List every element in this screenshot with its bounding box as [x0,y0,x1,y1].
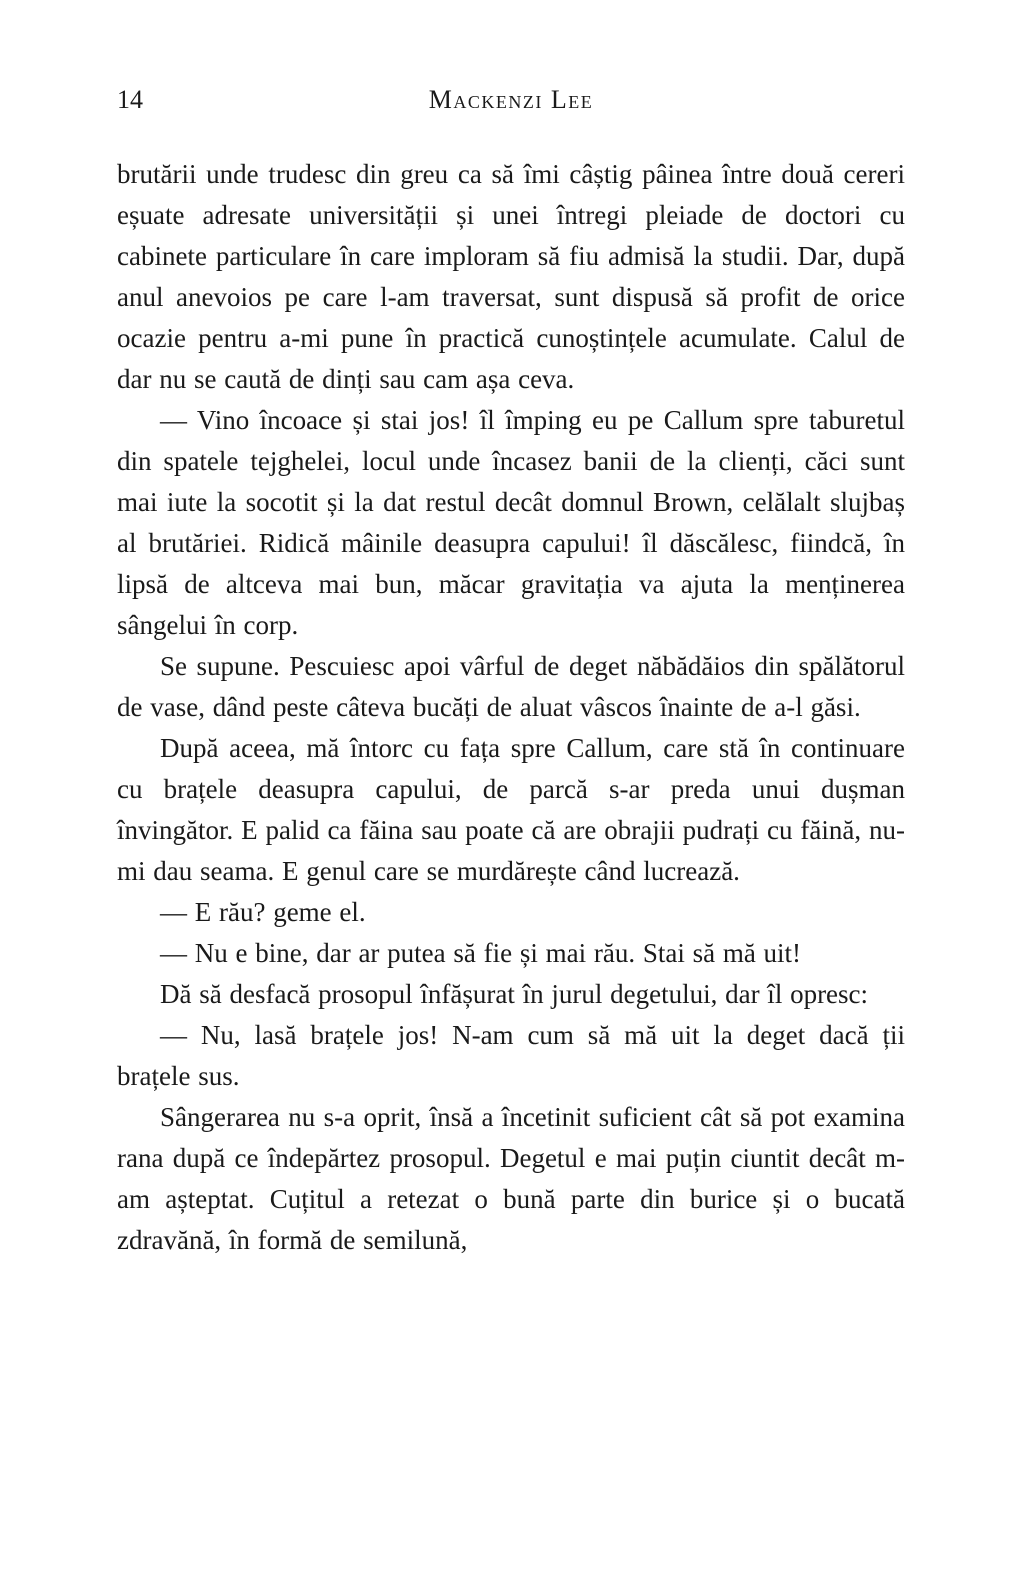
paragraph: Dă să desfacă prosopul înfășurat în jurul degetului, dar îl opresc: [160,979,869,1009]
paragraph: După aceea, mă întorc cu fața spre Callum, care stă în continuare cu brațele deasupra capului, de parcă s-ar preda unui dușman învingător. E palid ca făina sau poate că are obrajii pudrați cu făină, nu-mi dau seama. E genul care se murdărește când lucrează. [117,733,905,886]
page-header [0,0,1024,124]
page-number: 14 [117,85,143,114]
paragraph: — E rău? geme el. [160,897,366,927]
paragraph: — Nu, lasă brațele jos! N-am cum să mă uit la deget dacă ții brațele sus. [117,1020,905,1091]
paragraph: Se supune. Pescuiesc apoi vârful de deget năbădăios din spălătorul de vase, dând peste câteva bucăți de aluat vâscos înainte de a-l găsi. [117,651,905,722]
running-header: Mackenzi Lee [428,85,594,114]
paragraph: — Vino încoace și stai jos! îl împing eu pe Callum spre taburetul din spatele tejghelei, locul unde încasez banii de la clienți, căci sunt mai iute la socotit și la dat restul decât domnul Brown, celălalt slujbaș al brutăriei. Ridică mâinile deasupra capului! îl dăscălesc, fiindcă, în lipsă de altceva mai bun, măcar gravitația va ajuta la menținerea sângelui în corp. [117,405,905,640]
paragraph: Sângerarea nu s-a oprit, însă a încetinit suficient cât să pot examina rana după ce îndepărtez prosopul. Degetul e mai puțin ciuntit decât m-am așteptat. Cuțitul a retezat o bună parte din burice și o bucată zdravănă, în formă de semilună, [117,1102,905,1255]
paragraph: — Nu e bine, dar ar putea să fie și mai rău. Stai să mă uit! [160,938,802,968]
page-body [0,124,1024,1261]
paragraph: brutării unde trudesc din greu ca să îmi câștig pâinea între două cereri eșuate adresate universității și unei întregi pleiade de doctori cu cabinete particulare în care imploram să fiu admisă la studii. Dar, după anul anevoios pe care l-am traversat, sunt dispusă să profit de orice ocazie pentru a-mi pune în practică cunoștințele acumulate. Calul de dar nu se caută de dinți sau cam așa ceva. [117,159,905,394]
